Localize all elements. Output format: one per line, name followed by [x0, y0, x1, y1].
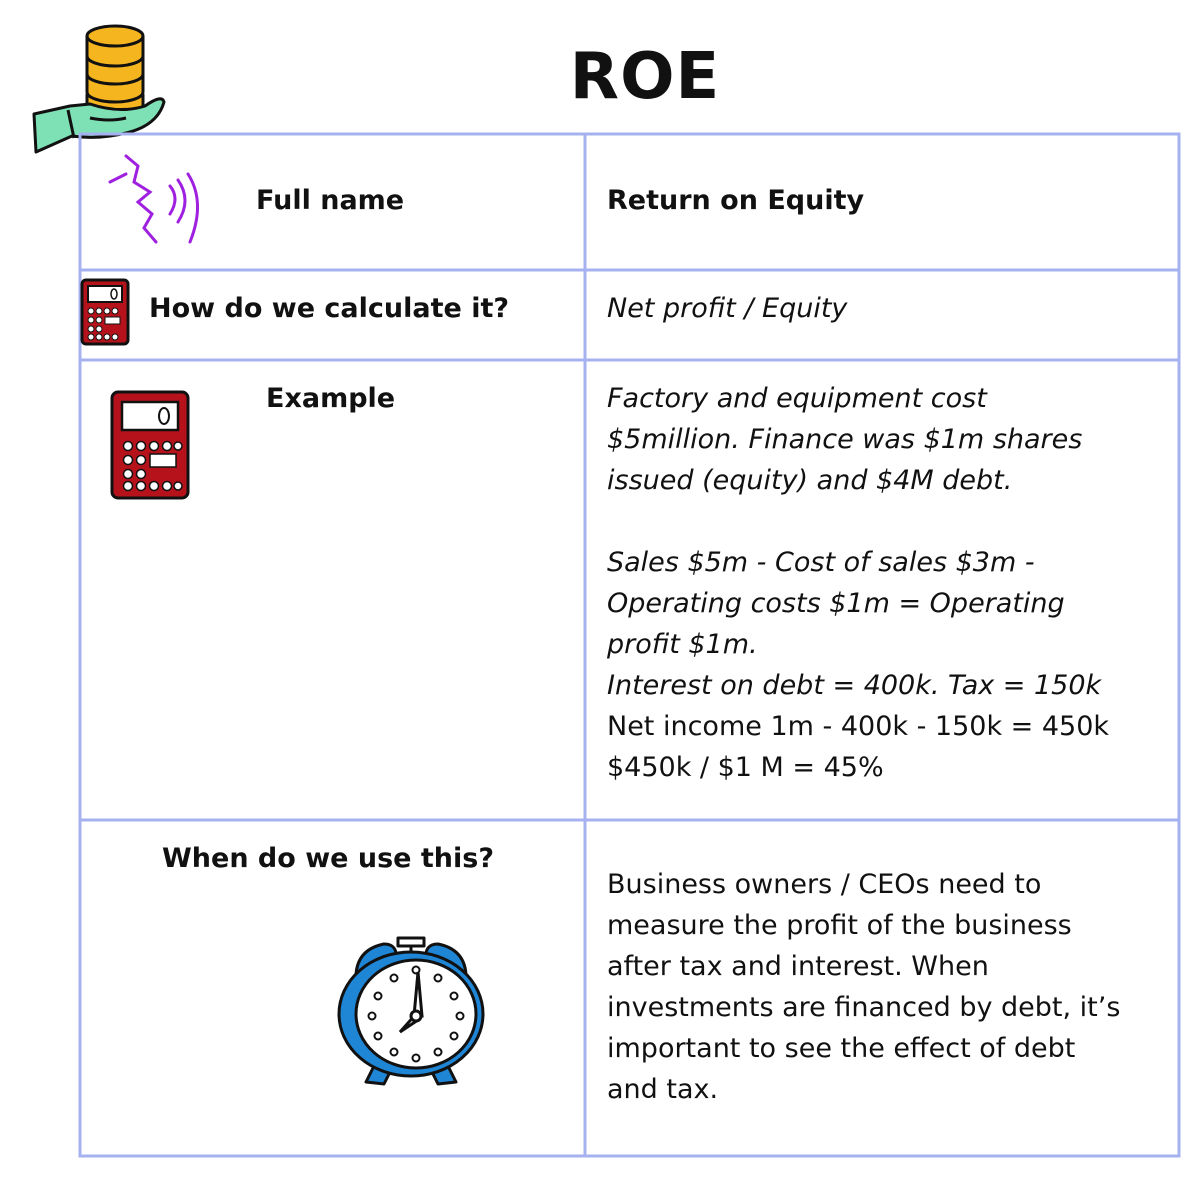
example-line: Net income 1m - 400k - 150k = 450k — [607, 711, 1110, 742]
example-line — [607, 501, 1167, 542]
usage-line: after tax and interest. When — [607, 951, 989, 982]
usage-line: Business owners / CEOs need to — [607, 869, 1042, 900]
example-line: Factory and equipment cost — [607, 383, 987, 414]
usage-label: When do we use this? — [162, 843, 494, 874]
example-label: Example — [266, 383, 396, 414]
example-line: issued (equity) and $4M debt. — [607, 465, 1013, 496]
page-title: ROE — [569, 40, 721, 114]
example-text — [607, 378, 1167, 788]
speaking-head-icon — [108, 152, 208, 248]
full-name-label: Full name — [256, 185, 405, 216]
usage-line: investments are financed by debt, it’s — [607, 992, 1121, 1023]
usage-line: and tax. — [607, 1074, 719, 1105]
calculator-icon — [80, 278, 130, 346]
calculator-icon — [110, 390, 190, 500]
calculate-label: How do we calculate it? — [149, 293, 510, 324]
example-line: $5million. Finance was $1m shares — [607, 424, 1083, 455]
full-name-value: Return on Equity — [607, 185, 865, 216]
example-line: Sales $5m - Cost of sales $3m - — [607, 547, 1035, 578]
coins-in-hand-icon — [30, 14, 170, 159]
example-line: Operating costs $1m = Operating — [607, 588, 1065, 619]
usage-line: important to see the effect of debt — [607, 1033, 1076, 1064]
example-line: Interest on debt = 400k. Tax = 150k — [607, 670, 1102, 701]
example-line: $450k / $1 M = 45% — [607, 752, 884, 783]
alarm-clock-icon — [336, 932, 486, 1088]
example-line: profit $1m. — [607, 629, 758, 660]
usage-text — [607, 864, 1167, 1110]
usage-line: measure the profit of the business — [607, 910, 1072, 941]
calculate-value: Net profit / Equity — [607, 293, 848, 324]
